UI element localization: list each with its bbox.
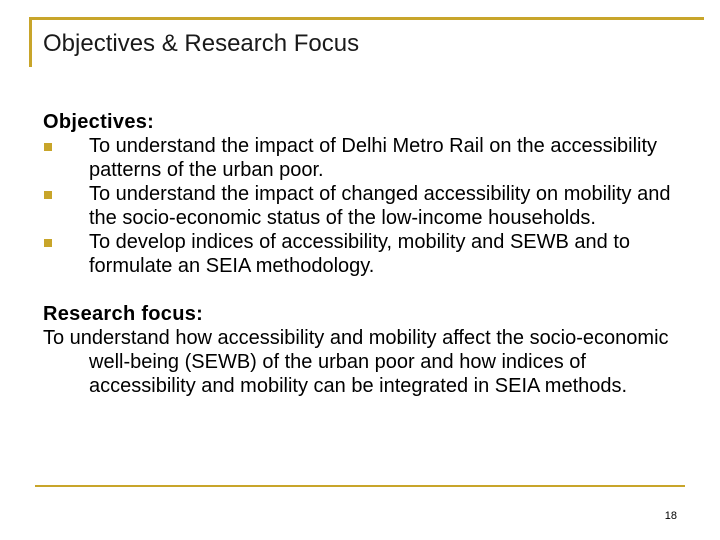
square-bullet-icon bbox=[44, 143, 52, 151]
section-spacer bbox=[43, 278, 683, 302]
slide-title: Objectives & Research Focus bbox=[43, 30, 360, 57]
page-number: 18 bbox=[664, 510, 677, 522]
square-bullet-icon bbox=[44, 239, 52, 247]
slide-content bbox=[43, 110, 683, 398]
list-item bbox=[43, 182, 683, 230]
objective-text: To understand the impact of changed accessibility on mobility and the socio-economic status of the low-income households. bbox=[89, 183, 671, 229]
square-bullet-icon bbox=[44, 191, 52, 199]
footer-rule bbox=[35, 485, 685, 487]
objective-text: To develop indices of accessibility, mobility and SEWB and to formulate an SEIA methodology. bbox=[89, 231, 631, 277]
objectives-list bbox=[43, 134, 683, 278]
objective-text: To understand the impact of Delhi Metro Rail on the accessibility patterns of the urban poor. bbox=[89, 135, 658, 181]
research-focus-heading: Research focus: bbox=[43, 303, 204, 325]
objectives-heading: Objectives: bbox=[43, 111, 155, 133]
title-left-rule bbox=[29, 17, 32, 67]
list-item bbox=[43, 134, 683, 182]
research-focus-text: To understand how accessibility and mobility affect the socio-economic well-being (SEWB) of the urban poor and how indices of accessibility and mobility can be integrated in SEIA methods. bbox=[43, 327, 669, 397]
title-top-rule bbox=[29, 17, 704, 20]
list-item bbox=[43, 230, 683, 278]
